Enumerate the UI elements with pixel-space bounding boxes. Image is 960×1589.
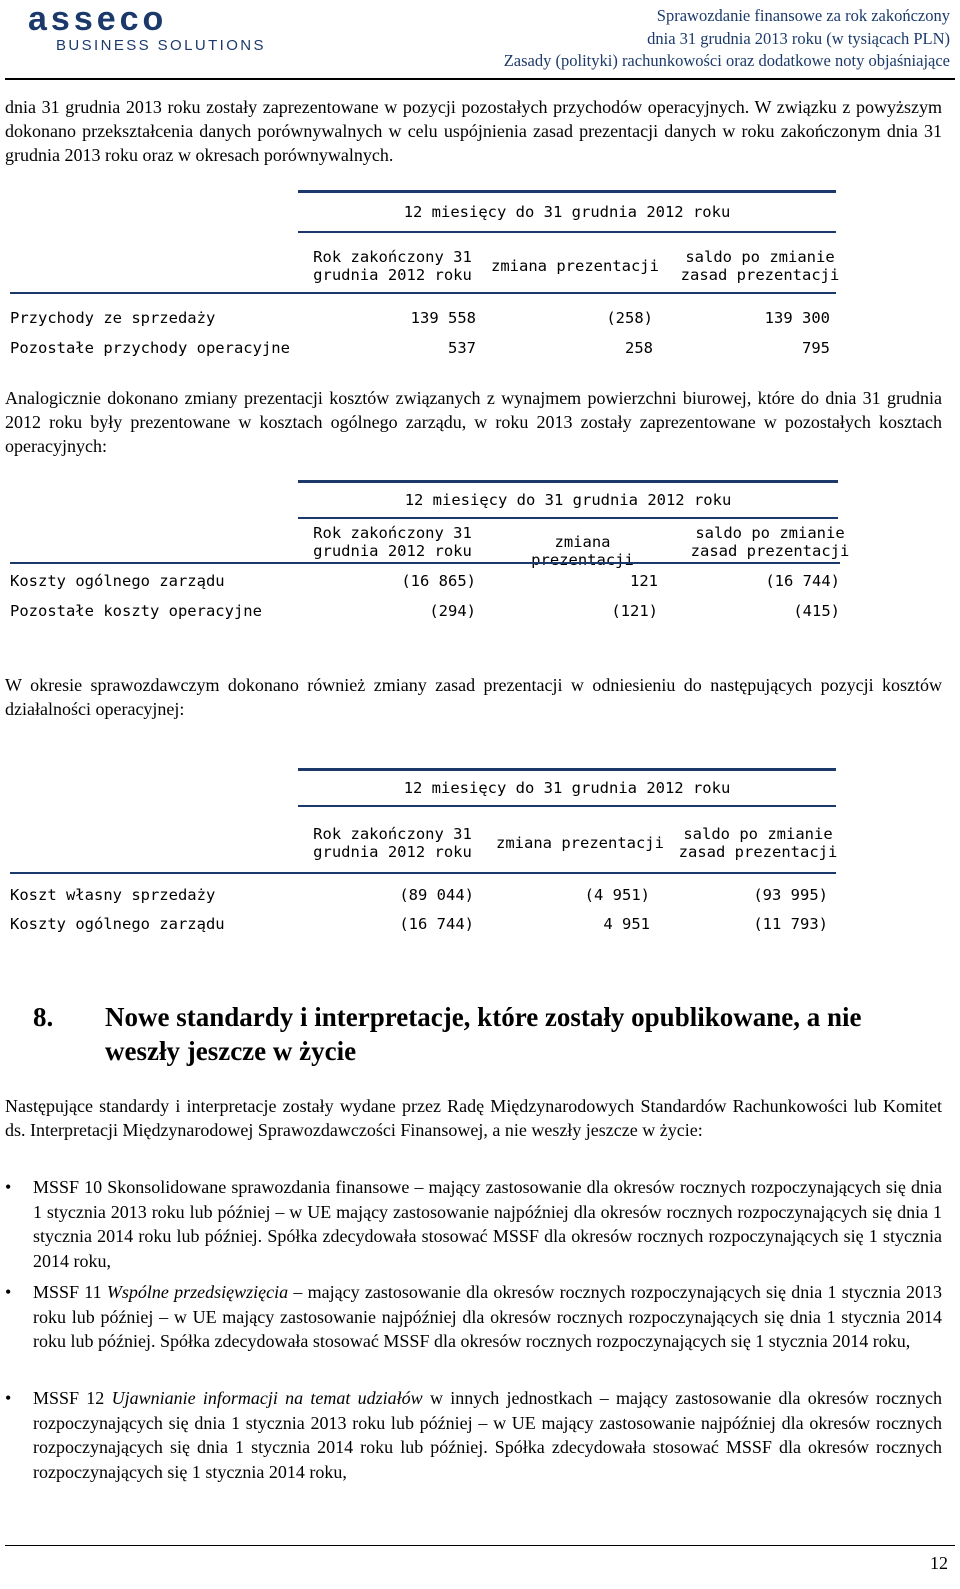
row-value-balance: 795 [802,339,830,357]
table-row [10,915,840,937]
list-item-text [33,1386,942,1484]
row-value-balance: (93 995) [753,886,828,904]
col-header-year: Rok zakończony 31 grudnia 2012 roku [313,248,472,284]
table-cost-reclass [10,480,850,630]
table-row [10,602,840,624]
standard-name: Ujawnianie informacji na temat udziałów [111,1388,423,1408]
list-item [5,1175,942,1275]
footer-divider [5,1545,955,1546]
row-value-change: (4 951) [584,886,650,904]
row-value-balance: (16 744) [765,572,840,590]
row-value-year: 139 558 [410,309,476,327]
table-revenue-reclass [10,190,840,370]
table-row [10,309,840,331]
paragraph-cost-reclass: Analogicznie dokonano zmiany prezentacji kosztów związanych z wynajmem powierzchni biurowej, które do dnia 31 grudnia 2012 roku były prezentowane w kosztach ogólnego zarządu, w roku 2013 zostały zaprezentowane w pozostałych kosztach operacyjnych: [5,388,942,456]
row-label: Koszty ogólnego zarządu [10,915,225,933]
table-period-rule [298,517,838,519]
table-row [10,339,840,361]
col-header-balance: saldo po zmianie zasad prezentacji [680,248,840,284]
table-top-rule [298,768,836,771]
list-item [5,1386,942,1486]
standard-name: Wspólne przedsięwzięcia [106,1282,289,1302]
list-item-text [33,1280,942,1354]
company-logo [28,0,298,54]
row-value-balance: (415) [793,602,840,620]
standard-description: – mający zastosowanie dla okresów rocznych rozpoczynających się dnia 1 stycznia 2013 roku lub później – w UE mający zastosowanie najpóźniej dla okresów rocznych rozpoczynających się dnia 1 stycznia 2014 roku lub później. Spółka zdecydowała stosować MSSF dla okresów rocznych rozpoczynających się 1 stycznia 2014 roku, [33,1282,942,1351]
table-period-rule [298,231,836,233]
col-header-change: zmiana prezentacji [496,834,664,852]
row-label: Przychody ze sprzedaży [10,309,216,327]
list-item-text [33,1175,942,1273]
table-period-header: 12 miesięcy do 31 grudnia 2012 roku [403,779,731,797]
table-row [10,572,840,594]
header-line-1: Sprawozdanie finansowe za rok zakończony [656,6,950,25]
header-divider [5,78,955,80]
row-value-change: (258) [606,309,653,327]
table-header-rule [10,292,836,294]
col-header-year: Rok zakończony 31 grudnia 2012 roku [313,524,472,560]
paragraph-operating-costs: W okresie sprawozdawczym dokonano również zmiany zasad prezentacji w odniesieniu do następujących pozycji kosztów działalności operacyjnej: [5,675,942,719]
row-value-change: 4 951 [603,915,650,933]
bullet-marker: • [5,1388,12,1408]
standard-code: MSSF 10 [33,1177,103,1197]
header-line-3: Zasady (polityki) rachunkowości oraz dodatkowe noty objaśniające [503,51,950,70]
bullet-marker: • [5,1282,12,1302]
table-header-rule [10,872,836,874]
table-row [10,886,840,908]
row-value-year: (294) [429,602,476,620]
row-label: Koszt własny sprzedaży [10,886,216,904]
table-top-rule [298,190,836,193]
row-value-year: (89 044) [399,886,474,904]
standard-description: Skonsolidowane sprawozdania finansowe – mający zastosowanie dla okresów rocznych rozpoczynających się dnia 1 stycznia 2013 roku lub później – w UE mający zastosowanie najpóźniej dla okresów rocznych rozpoczynających się dnia 1 stycznia 2014 roku lub później. Spółka zdecydowała stosować MSSF dla okresów rocznych rozpoczynających się 1 stycznia 2014 roku, [33,1177,942,1271]
table-period-header: 12 miesięcy do 31 grudnia 2012 roku [403,203,731,221]
row-value-year: (16 865) [401,572,476,590]
col-header-balance: saldo po zmianie zasad prezentacji [678,825,838,861]
row-value-year: (16 744) [399,915,474,933]
logo-wordmark: asseco [28,0,168,38]
row-label: Pozostałe koszty operacyjne [10,602,262,620]
header-line-2: dnia 31 grudnia 2013 roku (w tysiącach PLN) [647,28,950,48]
standard-code: MSSF 11 [33,1282,107,1302]
logo-subtitle: BUSINESS SOLUTIONS [56,37,266,54]
standard-code: MSSF 12 [33,1388,112,1408]
row-value-balance: 139 300 [764,309,830,327]
row-label: Koszty ogólnego zarządu [10,572,225,590]
page-number: 12 [930,1553,948,1573]
list-item [5,1280,942,1380]
report-header [504,5,950,73]
table-operating-costs [10,768,840,948]
col-header-change: zmiana prezentacji [491,257,659,275]
col-header-balance: saldo po zmianie zasad prezentacji [690,524,850,560]
standard-description: w innych jednostkach – mający zastosowanie dla okresów rocznych rozpoczynających się dnia 1 stycznia 2013 roku lub później – w UE mający zastosowanie najpóźniej dla okresów rocznych rozpoczynających się dnia 1 stycznia 2014 roku lub później. Spółka zdecydowała stosować MSSF dla okresów rocznych rozpoczynających się 1 stycznia 2014 roku, [33,1388,942,1482]
row-label: Pozostałe przychody operacyjne [10,339,290,357]
row-value-change: 121 [630,572,658,590]
paragraph-intro: dnia 31 grudnia 2013 roku zostały zaprezentowane w pozycji pozostałych przychodów operacyjnych. W związku z powyższym dokonano przekształcenia danych porównywalnych w celu uspójnienia zasad prezentacji danych w roku zakończonym dnia 31 grudnia 2013 roku oraz w okresach porównywalnych. [5,97,942,165]
table-top-rule [298,480,838,483]
col-header-change: zmiana prezentacji [531,533,634,569]
row-value-change: 258 [625,339,653,357]
table-period-rule [298,805,836,807]
section-title: Nowe standardy i interpretacje, które zostały opublikowane, a nie weszły jeszcze w życie [105,1002,862,1066]
row-value-change: (121) [611,602,658,620]
col-header-year: Rok zakończony 31 grudnia 2012 roku [313,825,472,861]
row-value-year: 537 [448,339,476,357]
table-period-header: 12 miesięcy do 31 grudnia 2012 roku [404,491,732,509]
paragraph-standards-intro: Następujące standardy i interpretacje zostały wydane przez Radę Międzynarodowych Standardów Rachunkowości lub Komitet ds. Interpretacji Międzynarodowej Sprawozdawczości Finansowej, a nie weszły jeszcze w życie: [5,1096,942,1140]
section-number: 8. [33,1002,54,1032]
table-header-rule [10,562,840,564]
bullet-marker: • [5,1177,12,1197]
row-value-balance: (11 793) [753,915,828,933]
